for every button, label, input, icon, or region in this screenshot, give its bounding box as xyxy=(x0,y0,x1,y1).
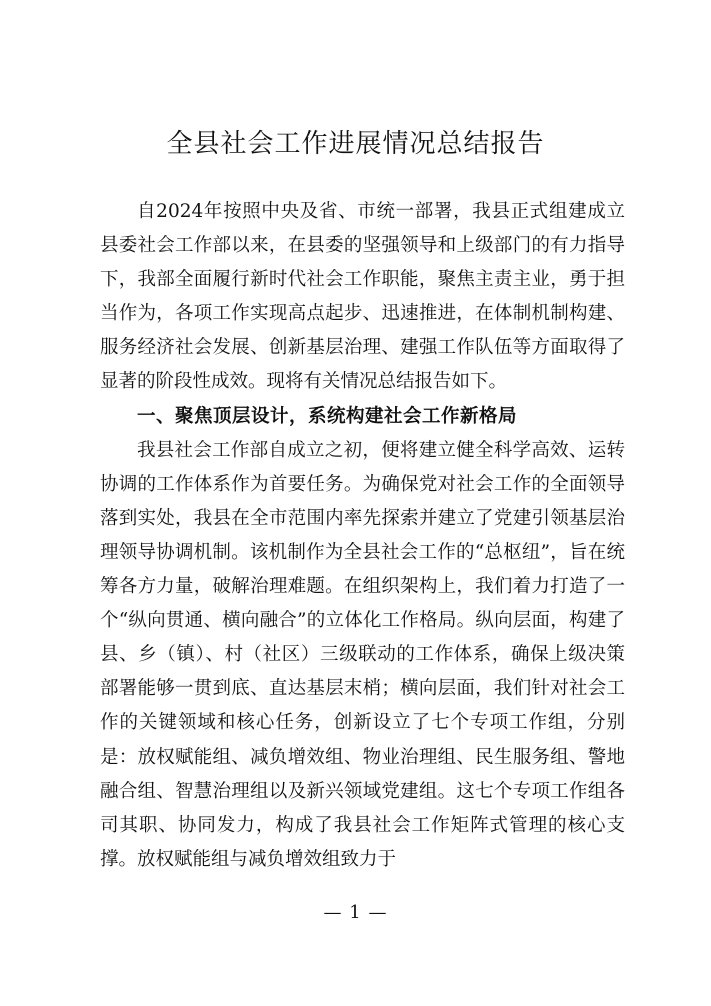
section-1-paragraph: 我县社会工作部自成立之初，便将建立健全科学高效、运转协调的工作体系作为首要任务。为确保党对社会工作的全面领导落到实处，我县在全市范围内率先探索并建立了党建引领基层治理领导协调机制。该机制作为全县社会工作的“总枢纽”，旨在统筹各方力量，破解治理难题。在组织架构上，我们着力打造了一个“纵向贯通、横向融合”的立体化工作格局。纵向层面，构建了县、乡（镇）、村（社区）三级联动的工作体系，确保上级决策部署能够一贯到底、直达基层末梢；横向层面，我们针对社会工作的关键领域和核心任务，创新设立了七个专项工作组，分别是：放权赋能组、减负增效组、物业治理组、民生服务组、警地融合组、智慧治理组以及新兴领域党建组。这七个专项工作组各司其职、协同发力，构成了我县社会工作矩阵式管理的核心支撑。放权赋能组与减负增效组致力于 xyxy=(100,439,625,870)
page-number: — 1 — xyxy=(323,902,388,923)
document-title: 全县社会工作进展情况总结报告 xyxy=(166,129,545,159)
intro-paragraph: 自2024年按照中央及省、市统一部署，我县正式组建成立县委社会工作部以来，在县委的坚强领导和上级部门的有力指导下，我部全面履行新时代社会工作职能，聚焦主责主业，勇于担当作为，各项工作实现高点起步、迅速推进，在体制机制构建、服务经济社会发展、创新基层治理、建强工作队伍等方面取得了显著的阶段性成效。现将有关情况总结报告如下。 xyxy=(100,201,625,393)
document-body xyxy=(100,195,625,877)
section-heading-1: 一、聚焦顶层设计，系统构建社会工作新格局 xyxy=(137,405,518,427)
